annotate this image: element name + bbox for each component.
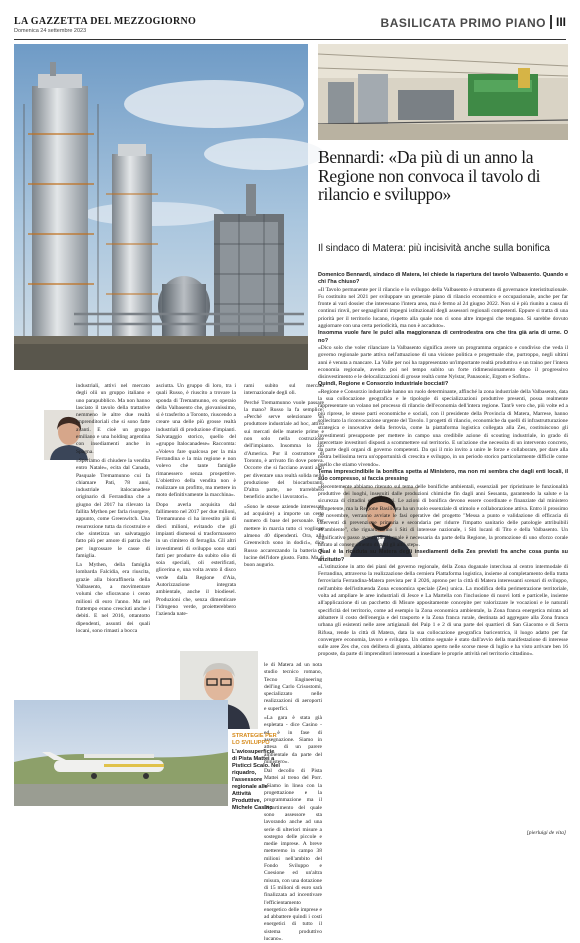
paragraph: rami subito sul mercato internazionale degli oli. (244, 383, 324, 397)
main-photo-industrial-plant (14, 44, 308, 370)
interview-question: Quindi, Regione e Consorzio industriale bocciati? (318, 381, 449, 388)
article-column-2 (156, 383, 236, 695)
interview-question: Domenico Bennardi, sindaco di Matera, lei chiede la riapertura del tavolo Valbasento. Quando e chi l'ha chiuso? (318, 272, 568, 286)
interview-question: Qual è la ricaduta su Matera degli insediamenti della Zes previsti fra anche cosa punta su anzitutto? (318, 549, 568, 563)
photo-airfield-plane (14, 700, 228, 806)
airfield-illustration (14, 700, 228, 806)
article-headline: Bennardi: «Da più di un anno la Regione non convoca il tavolo di rilancio e sviluppo» (318, 147, 541, 204)
interview-column (318, 272, 568, 828)
paragraph: industriali, attivi nel mercato degli olii un gruppo italiano e uno parapubblico. Ma non hanno lasciato il tavolo della trattative nemmeno le altre due realtà imprenditoriali che si sono fatte avanti. E cioè un gruppo emiliano e una holding argentina con insediamenti anche in Spagna. (76, 383, 150, 455)
page-number: III (550, 15, 566, 29)
author-signature: [pierluigi de vita] (526, 830, 566, 836)
article-column-1 (76, 383, 150, 693)
article-column-3 (244, 383, 324, 689)
industrial-plant-illustration (14, 44, 308, 370)
plant-interior-illustration (318, 44, 568, 140)
paragraph: «Recentemente abbiamo ritenuto sul tema delle bonifiche ambientali, essenziali per ripristinare le funzionalità produttive dei luoghi, inseguiti dalle produzioni chimiche fin dagli anni Sessanta, garantendo la salute e la sicurezza di cittadini e lavoratori. Le azioni di bonifica devono essere coordinate e finanziate dal ministero competente, ma la Regione Basilicata ha un ruolo essenziale di stimolo e collaborazione attiva. Entro il prossimo 30 novembre, verranno avviate le fasi operative del progetto "Messa a punto e validazione di efficacia di interventi di prevenzione primaria e secondaria per ridurre l'impatto sanitario delle patologie attribuibili all'ambiente", che riguarderanno i Siti di interesse nazionale, i Siti lucani di Tito e della Valbasento. Un significativo passo avanti, per il quale è necessaria da parte della Regione, la promozione di uno sforzo corale mirato al conseguimento di tutti gli altri step». (318, 483, 568, 548)
paragraph: asciutta. Un gruppo di loro, tra i quali Russo, è riuscito a trovare la sponda di Tremamunno, ex operaio della Valbasento che, giovanissimo, si è trasferito a Toronto, riuscendo a creare una delle più grosse realtà industriali di produzione d'impianti. Salvataggio storico, quello del «gruppo Italocanadese» Raccomta: «Volevo fare qualcosa per la mia Ferrandina e la mia regione e non volevo che tante famiglie rimanessero senza prospettive. L'obiettivo della vendita non è realizzare un profitto, ma mettere in moto definitivamente la macchina». (156, 383, 236, 499)
photo-plant-interior (318, 44, 568, 140)
paragraph: Perché Tremamunno vuole passare la mano? Russo la fa semplice: «Perché serve selezionare un produttore industriale ad hoc, attivo sui mercati delle materie prime e non solo nella costruzione dell'impianto. Insomma lo zio d'America. Pur il costruttore di Toronto, è arrivato fin dove poteva. Occorre che si facciano avanti altri per diventare una realtà solida nella produzione del biocarburanti. D'altra parte, ne trarrebbero beneficio anche i lavoratori». (244, 399, 324, 501)
photo-caption (232, 733, 280, 812)
paragraph: «Il Tavolo permanente per il rilancio e lo sviluppo della Valbasento è strumento di governance interistituzionale. Fu costituito nel 2021 per sviluppare un generale piano di rilancio economico e occupazionale, anche per far fronte ai vari dossier che interessano l'intera area, ma è fermo al 24 giugno 2022. Non si è più riunito a causa di continui rinvii, per segnagliunti impegni istituzionali degli assessori regionali competenti. Eppure si tratta di una priorità per il territorio lucano, rispetto alla quale non ci sono altre impegni che tengano. Si sarebbe dovuto aggiornare con una certa periodicità, ma non è accaduto». (318, 286, 568, 330)
masthead (14, 14, 566, 40)
section-title: BASILICATA PRIMO PIANO (380, 16, 546, 30)
paragraph: Dopo averla acquisita dal fallimento nel 2017 per due milioni, Tremamunno ci ha investito più di dieci milioni, evitando che gli impianti dismessi si trasformassero in un cimitero di ferraglia. Gli altri investimenti di sviluppo sono stati fatti per produrre da subito olio di soia speciali, oli esterificati, glicerina e, una volta avuto il disco verde dalla Regione d'Aia, Autorizzazione integrata ambientale, anche il biodiesel. Produzioni che, senza dimenticare l'idrogeno verde, proietterebbero l'azienda nate- (156, 501, 236, 618)
caption-title: STRATEGIE PER LO SVILUPPO (232, 733, 277, 746)
paragraph: Dal decollo di Pista Mattei al treno del Porr. «Siamo in linea con la progettazione e la programmazione ma il Dipartimento del quale sono assessore sta lavorando anche ad una serie di ulteriori misure a sostegno delle piccole e medie imprese. A breve metteremo in campo 38 milioni nell'ambito del Fondo Sviluppo e Coesione ed un'altra misura, con una dotazione di 15 milioni di euro sarà finalizzata ad incentivare l'efficientamento energetico delle imprese e ad abbattere quindi i costi energetici di tutto il sistema produttivo lucano». (264, 768, 322, 942)
paragraph: «Regione e Consorzio industriale hanno un ruolo determinante, affinché la zona industriale della Valbasento, data la sua collocazione geografica e le tipologie di specializzazioni produttive presenti, possa realmente rappresentare un volano nel processo di rilancio dell'economia dell'intera regione. Tant'è vero che, più volte ed a più riprese, le stesse parti economiche e sociali, con il presidente della Provincia di Matera, Marrese, hanno sollecitato la riconvocazione urgente del Tavolo. I progetti di rilancio, economiche da quelli di infrastrutturazione strategica e innovative della ferrovia, come la piattaforma logistica collegata alla Zes, costituiscono gli investimenti presupposte per mettere in campo una credibile azione di scouting industriale, in grado di intercettare investitori disposti a scommettere sul territorio. E un'azione che necessita di un intervento concreto, da parte degli organi di governo competenti. Da qui il mio invito a unire le forze e collaborare, per dare alla nostra bellissima terra un'opportunità di crescita e sviluppo, in un periodo storico particolarmente difficile come quello che stiamo vivendo». (318, 388, 568, 468)
paragraph: le di Matera ad un nota studio tecnico romano, Tecno Engineering dell'ing Carlo Crisostomi, specializzato nelle realizzazioni di aeroporti e superfici. (264, 662, 322, 712)
paragraph: «La gara è stata già espletata - dice Casino - ed è in fase di assegnazione. Siamo in attesa di un parere ambientale da parte del ministero». (264, 715, 322, 765)
newspaper-name: LA GAZZETTA DEL MEZZOGIORNO (14, 16, 197, 27)
interview-question: Tema imprescindibile la bonifica spetta al Ministero, ma non mi sembra che dagli enti locali, il suo compresso, si faccia pressing (318, 469, 568, 483)
article-subheadline: Il sindaco di Matera: più incisività anche sulla bonifica (318, 243, 550, 254)
paragraph: «Sono le stesse aziende interessate ad acquisire) a importe un certo numero di base del personale. Per mettere in marcia tutto ci vogliono almeno 40 dipendenti. Ora, alla Greenwitch sono in dodici», dice Russo accarezzando la batteria di lucine dell'idore giusto. Fatto. Ma di buon augurio. (244, 503, 324, 569)
issue-date: Domenica 24 settembre 2023 (14, 28, 87, 34)
caption-text: L'aviosuperficie di Pista Mattei a Pisticci Scalo. Nel riquadro, l'assessore regionale alle Attività Produttive, Michele Casino (232, 749, 280, 811)
paragraph: La Mythen, della famiglia lombarda Falcidia, era riuscita, grazie alla bioraffineria della Valbasento, a movimentare volumi che sfioravano i cento milioni di euro l'anno. Ma nel frattempo erano cresciuti anche i debiti. E nel 2016, ottantotto dipendenti, assunti dei quali locani, sono rimasti a bocca (76, 562, 150, 634)
interview-question: Insomma vuole fare le pulci alla maggioranza di centrodestra ora che tira già aria di urne. O no? (318, 330, 568, 344)
paragraph: «Dico solo che voler rilanciare la Valbasento significa avere un programma organico e condiviso che veda il governo regionale parte attiva nell'attuazione di una visione politica e progettuale che, purtroppo, negli ultimi anni è venuta a mancare. La Valle per noi ha rappresentato un'importante realtà produttiva e un traino per l'intera economia regionale, avendo poi nel tempo subito un forte ridimensionamento dopo il progressivo disinvestimento e le delocalizzazioni di grosse realtà come Nylstar, Panasonic, Ergom e Sofim». (318, 344, 568, 381)
paragraph: «L'istituzione in atto dei piani del governo regionale, della Zona doganale interclusa al centro intermodale di Ferrandina, attraverso la realizzazione della cerniera Piattaforma logistica, insieme al completamento della tratta ferroviaria Ferrandina-Matera prevista per il 2026, aprono per la città di Matera interessanti scenari di sviluppo, nell'ambito dell'istituenda Zona economica speciale (Zes) unica. La modifica della perimetrazione territoriale, volta ad ampliare le aree industriali di Jesce e La Martella con l'inclusione di nuovi lotti e particelle, insieme all'applicazione di un pacchetto di Misure appositamente concepite per valorizzare le vocazioni e le naturali specificità del territorio, come ad esempio la Zona economica ambientale, la Zona franca energetica mirata ad abbattere il costo dell'energia e del trasporto e la Zona franca rurale, destinata ad aggregare alla Zona franca urbana gli esistenti nelle aree artigianali del Paip 1 e 2 di una parte dei quartieri di San Giacomo e di Serra Rifusa, rende la città di Matera, data la sua collocazione geografica baricentrica, il luogo adatto per far convergere economia, lavoro e sviluppo. Un ottimo segnale è stato dall'avvio della manifestazione di interesse sulle aree Zes che, con delibera di giunta, abbiamo aperto nelle scorse mese di luglio e ha visto arrivare ben 16 proposte, da parte di imprenditori interessati a insediare le proprie attività nel territorio cittadino». (318, 563, 568, 658)
paragraph: «Speriamo di chiudere la vendita entro Natale», ecita dal Canada, Pasquale Tremamunno cui fa chiamare Pati, 78 anni, industriale italocanadese originario di Ferrandina che a giugno del 2017 ha rilevato la fallita Mythen per farla risorgere, appunto, come Greenwitch. Una resurrezione tutta da ricostruire e che sintetizza un salvataggio fatto più per amore di patria che per ingrossare le casse di famiglia. (76, 457, 150, 559)
